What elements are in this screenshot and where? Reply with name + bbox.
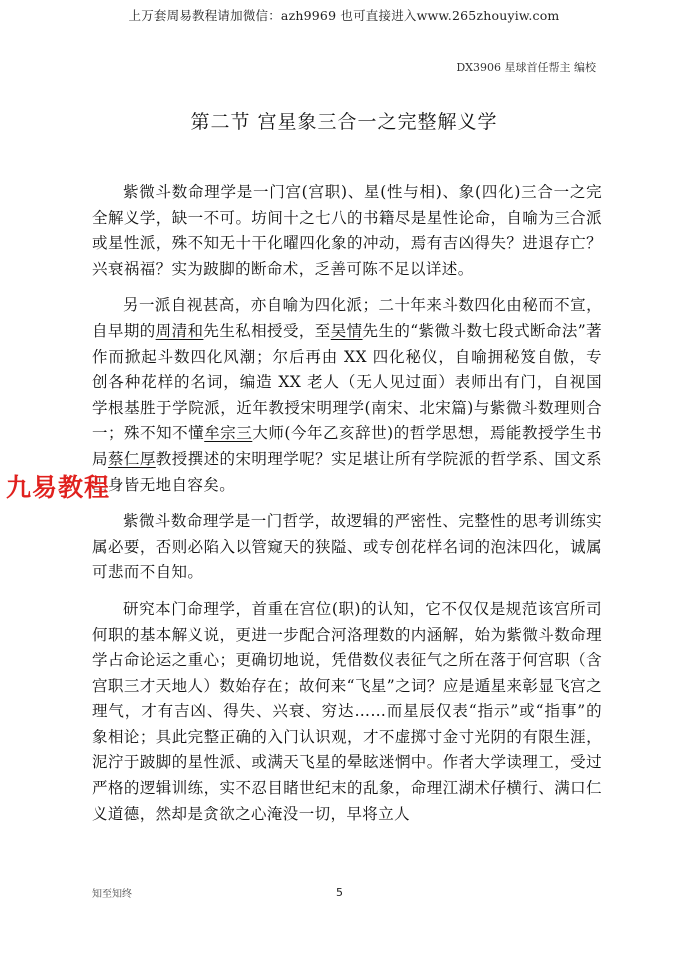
- paragraph-3: 紫微斗数命理学是一门哲学，故逻辑的严密性、完整性的思考训练实属必要，否则必陷入以管窥天的狭隘、或专创花样名词的泡沫四化，诚属可悲而不自知。: [92, 512, 602, 582]
- paragraph-2-text-b: 先生私相授受，至: [203, 321, 331, 340]
- paragraph-4: 研究本门命理学，首重在宫位(职)的认知，它不仅仅是规范该宫所司何职的基本解义说，更进一步配合河洛理数的内涵解，始为紫微斗数命理学占命论运之重心；更确切地说，凭借数仪表征气之所在落于何宫职（含宫职三才天地人）数始存在；故何来“飞星”之词？应是遁星来彰显飞宫之理气，才有吉凶、得失、兴衰、穷达……而星辰仅表“指示”或“指事”的象相论；具此完整正确的入门认识观，才不虚掷寸金寸光阴的有限生涯，泥泞于跛脚的星性派、或满天飞星的晕眩迷惘中。作者大学读理工，受过严格的逻辑训练，实不忍目睹世纪末的乱象，命理江湖术仔横行、满口仁义道德，然却是贪欲之心淹没一切，早将立人: [92, 599, 602, 823]
- paragraph-2: [92, 293, 602, 498]
- name-mou-zongsan: 牟宗三: [204, 424, 253, 443]
- watermark-logo: 九易教程: [6, 473, 111, 502]
- paragraph-1: 紫微斗数命理学是一门宫(宫职)、星(性与相)、象(四化)三合一之完全解义学，缺一不可。坊间十之七八的书籍尽是星性论命，自喻为三合派或星性派，殊不知无十干化曜四化象的冲动，焉有吉凶得失？进退存亡？兴衰祸福？实为跛脚的断命术，乏善可陈不足以详述。: [92, 183, 602, 278]
- paragraph-2-text-c: 先生的“紫微斗数七段式断命法”著作而掀起斗数四化风潮；尔后再由 XX 四化秘仪，自喻拥秘笈自傲，专创各种花样的名词，编造 XX 老人（无人见过面）表师出有门，自视国学根基胜于学院派，近年教授宋明理学(南宋、北宋篇)与紫微斗数理则合一；殊不知不懂: [92, 321, 602, 443]
- body-text: [92, 180, 602, 827]
- section-title: 第二节 宫星象三合一之完整解义学: [190, 111, 498, 133]
- name-wu-qing: 吴情: [330, 321, 363, 340]
- name-cai-renhou: 蔡仁厚: [107, 449, 156, 468]
- footer-left-text: 知至知终: [92, 889, 132, 900]
- paragraph-2-text-d: 大师(今年乙亥辞世)的哲学思想，焉能教授学生书局: [92, 424, 602, 468]
- paragraph-2-text-e: 教授撰述的宋明理学呢？实足堪让所有学院派的哲学系、国文系出身皆无地自容矣。: [92, 449, 603, 494]
- paragraph-2-text-a: 另一派自视甚高，亦自喻为四化派；二十年来斗数四化由秘而不宣，自早期的: [92, 296, 602, 340]
- page-number: 5: [336, 886, 343, 899]
- top-banner: 上万套周易教程请加微信：azh9969 也可直接进入www.265zhouyiw.com: [128, 8, 560, 23]
- name-zhou-qinghe: 周清和: [155, 321, 204, 340]
- editor-note: DX3906 星球首任帮主 编校: [456, 61, 596, 74]
